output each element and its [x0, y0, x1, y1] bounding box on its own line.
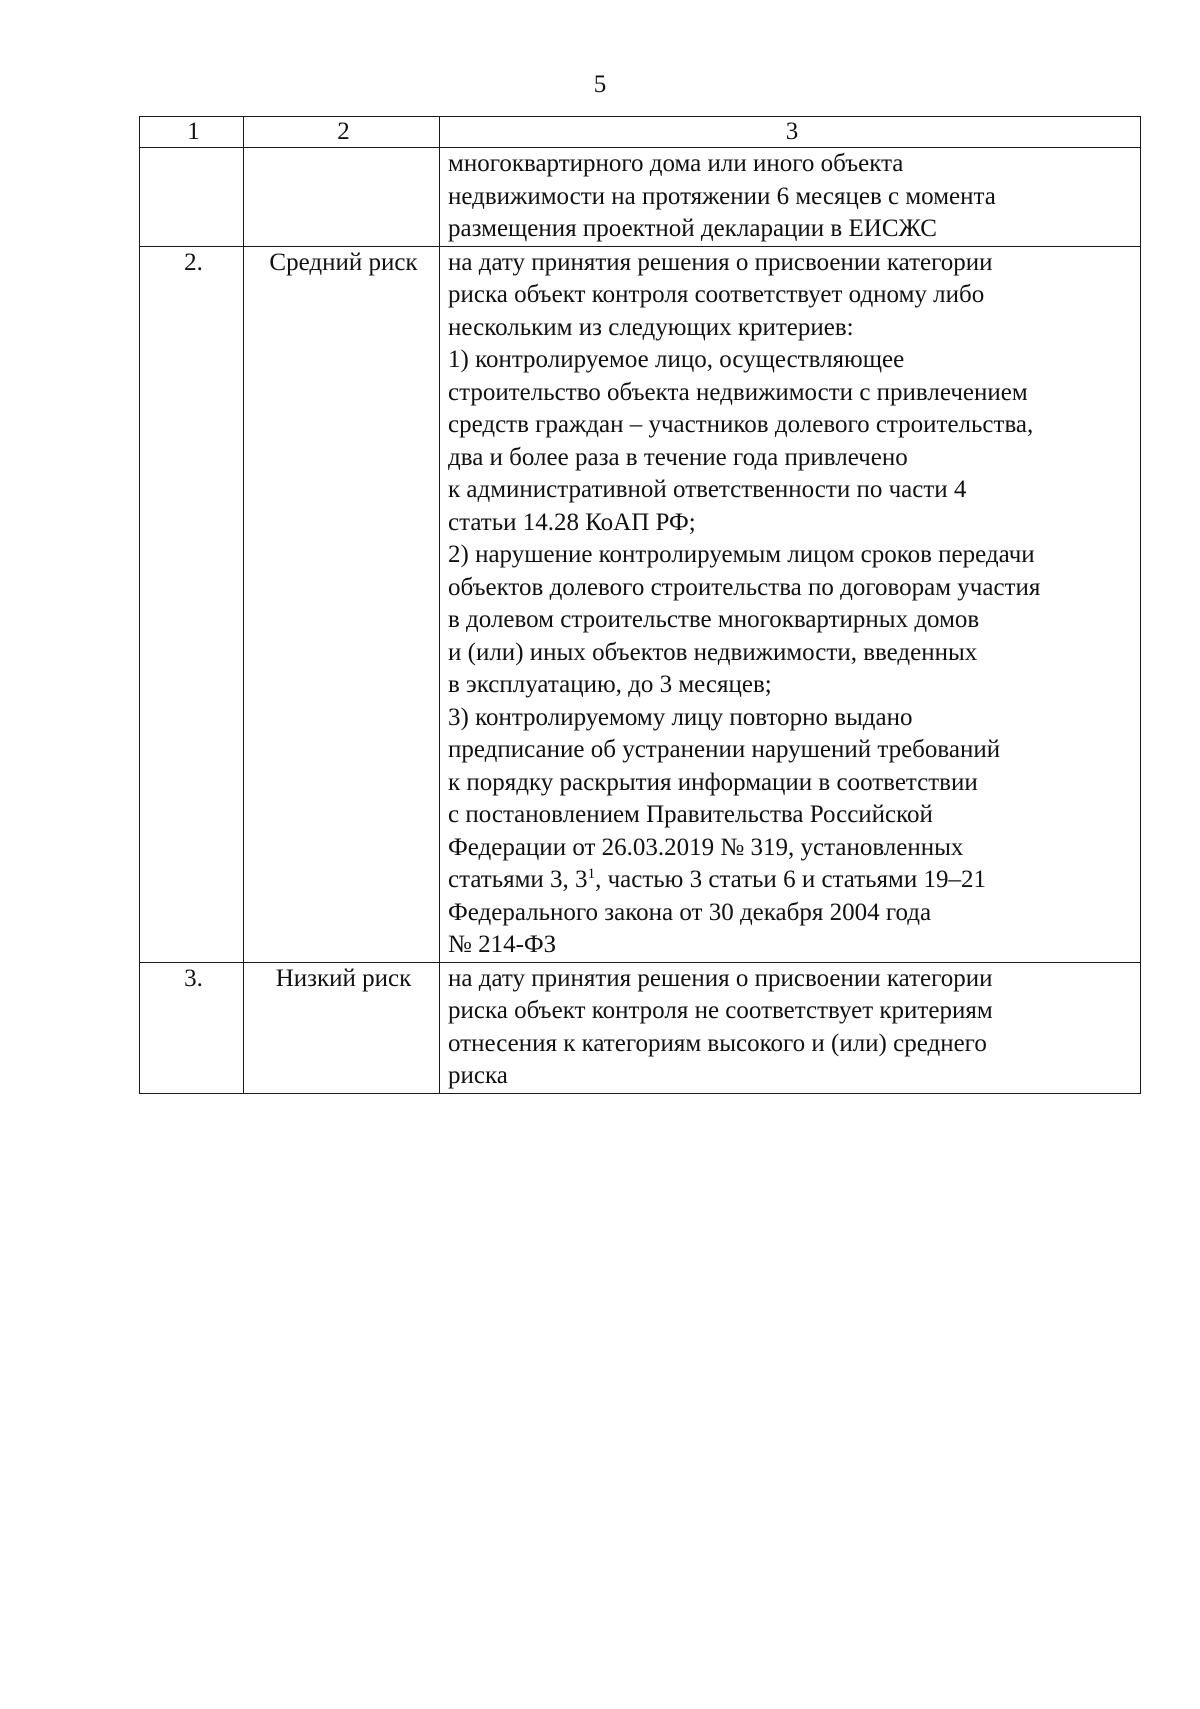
criteria-line: статьи 14.28 КоАП РФ; — [448, 508, 696, 536]
header-cell-3: 3 — [440, 117, 1141, 148]
criteria-line: объектов долевого строительства по договорам участия — [448, 573, 1041, 601]
criteria-line: отнесения к категориям высокого и (или) среднего — [448, 1029, 987, 1057]
criteria-line: риска объект контроля соответствует одному либо — [448, 281, 985, 308]
superscript: 1 — [587, 866, 596, 882]
row-number-cell: 2. — [140, 246, 244, 962]
criteria-line: строительство объекта недвижимости с привлечением — [448, 378, 1028, 406]
page-number: 5 — [593, 71, 607, 98]
criteria-line: № 214-ФЗ — [448, 931, 557, 958]
criteria-line: с постановлением Правительства Российской — [448, 801, 933, 828]
criteria-line: два и более раза в течение года привлечено — [448, 443, 908, 471]
criteria-line: 2) нарушение контролируемым лицом сроков передачи — [448, 541, 1035, 568]
criteria-line: и (или) иных объектов недвижимости, введенных — [448, 638, 978, 666]
criteria-line: Федерального закона от 30 декабря 2004 года — [448, 898, 932, 926]
table-row-continuation — [140, 148, 1141, 247]
table-header-row — [140, 117, 1141, 148]
row-number-cell: 3. — [140, 962, 244, 1093]
criteria-cell — [440, 148, 1141, 247]
criteria-line: средств граждан – участников долевого строительства, — [448, 411, 1034, 438]
table-row-low-risk — [140, 962, 1141, 1093]
row-number-cell — [140, 148, 244, 247]
risk-category-cell — [244, 148, 440, 247]
risk-category-table — [139, 116, 1141, 1094]
criteria-line: нескольким из следующих критериев: — [448, 313, 854, 341]
criteria-line-part: , частью 3 статьи 6 и статьями 19–21 — [595, 866, 986, 893]
criteria-line: к порядку раскрытия информации в соответствии — [448, 768, 978, 796]
criteria-line: в долевом строительстве многоквартирных домов — [448, 606, 980, 633]
criteria-cell — [440, 962, 1141, 1093]
header-cell-1: 1 — [140, 117, 244, 148]
risk-category-cell: Низкий риск — [244, 962, 440, 1093]
criteria-line: Федерации от 26.03.2019 № 319, установленных — [448, 833, 964, 861]
criteria-line: риска — [448, 1062, 508, 1089]
criteria-line: размещения проектной декларации в ЕИСЖС — [448, 215, 937, 242]
risk-category-cell: Средний риск — [244, 246, 440, 962]
criteria-line-with-superscript — [448, 864, 1136, 897]
table-row-medium-risk — [140, 246, 1141, 962]
criteria-line: многоквартирного дома или иного объекта — [448, 150, 904, 177]
criteria-line: 3) контролируемому лицу повторно выдано — [448, 703, 913, 731]
header-cell-2: 2 — [244, 117, 440, 148]
criteria-line: на дату принятия решения о присвоении категории — [448, 964, 993, 992]
criteria-cell — [440, 246, 1141, 962]
criteria-line-part: статьями 3, 3 — [448, 866, 588, 893]
criteria-line: в эксплуатацию, до 3 месяцев; — [448, 671, 772, 698]
criteria-line: риска объект контроля не соответствует критериям — [448, 997, 993, 1024]
criteria-line: предписание об устранении нарушений требований — [448, 736, 1001, 763]
criteria-line: недвижимости на протяжении 6 месяцев с момента — [448, 182, 996, 210]
criteria-line: 1) контролируемое лицо, осуществляющее — [448, 346, 905, 373]
criteria-line: на дату принятия решения о присвоении категории — [448, 248, 993, 276]
criteria-line: к административной ответственности по части 4 — [448, 476, 967, 503]
